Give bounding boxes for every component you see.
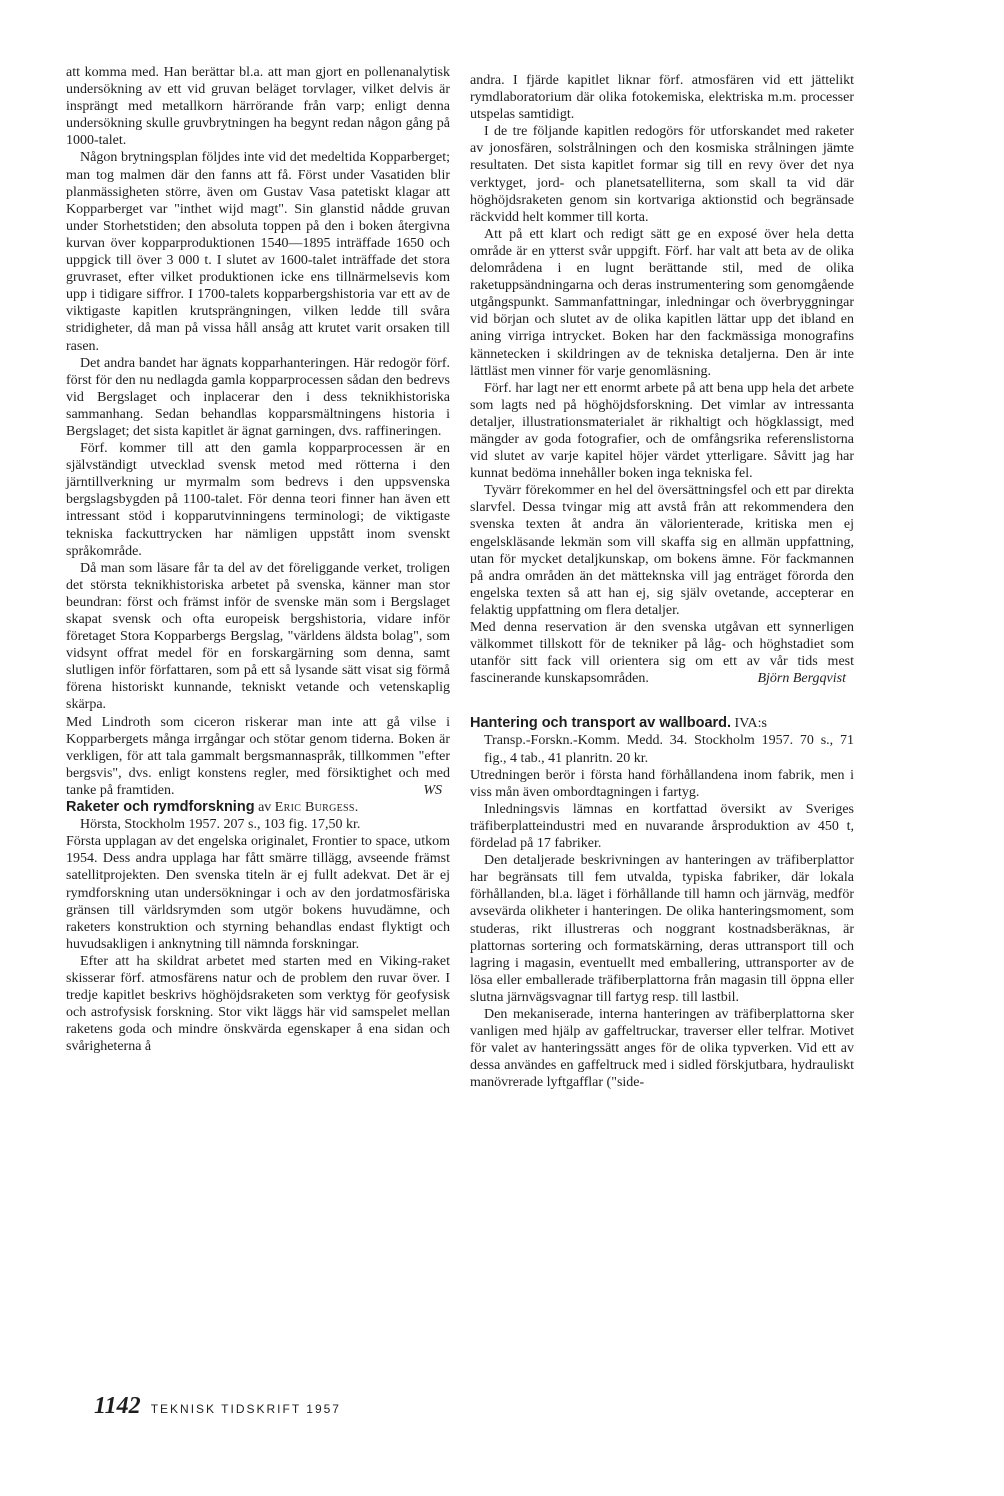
right-column xyxy=(470,72,854,1091)
review-publication: Hörsta, Stockholm 1957. 207 s., 103 fig. 17,50 kr. xyxy=(80,817,361,833)
paragraph: Utredningen berör i första hand förhållandena inom fabrik, men i viss mån även ombordtagningen i fartyg. xyxy=(470,767,854,800)
journal-name: TEKNISK TIDSKRIFT 1957 xyxy=(150,1402,341,1416)
paragraph: Första upplagan av det engelska originalet, Frontier to space, utkom 1954. Dess andra upplaga har fått smärre tillägg, avseende främst satellitprojekten. Den svenska titeln är ej fullt adekvat. Det är ej rymdforskning utan undersökningar i och av den jordatmosfäriska gränsen till världsrymden som utgör bokens huvudämne, och raketers konstruktion och styrning behandlas endast flyktigt och huvudsakligen i anknytning till nämnda forskningar. xyxy=(66,834,450,952)
reviewer-signature: WS xyxy=(423,782,442,798)
paragraph: I de tre följande kapitlen redogörs för utforskandet med raketer av jonosfären, solstrålningen och den kosmiska strålningen jämte resultaten. Det sista kapitlet formar sig till en revy över det nya verktyget, jord- och planetsatelliterna, som skall ta vid där höghöjdsraketen genom sin kortvariga aktionstid och begränsade räckvidd helt kommer till korta. xyxy=(470,124,854,225)
page-number: 1142 xyxy=(94,1393,141,1419)
paragraph-with-signature xyxy=(66,714,450,799)
paragraph: Inledningsvis lämnas en kortfattad översikt av Sveriges träfiberplatteindustri med en nuvarande årsproduktion av 450 t, fördelad på 17 fabriker. xyxy=(470,801,854,852)
review-by: av xyxy=(258,800,272,816)
paragraph: Då man som läsare får ta del av det föreliggande verket, troligen det största teknikhistoriska arbetet på svenska, känner man stor beundran: först och främst inför de svenske män som i Bergslaget skapat svensk och ofta europeisk bergshistoria, vidare inför företaget Stora Kopparbergs Bergslag, "världens äldsta bolag", som vidsynt offrat medel för en forskargärning som denna, samt slutligen inför författaren, som på ett så lysande sätt visat sig förmå förena historiskt kunnande, tekniskt vetande och vetenskaplig skärpa. xyxy=(66,560,450,713)
paragraph: att komma med. Han berättar bl.a. att man gjort en pollenanalytisk undersökning av ett vid gruvan beläget torvlager, vilket delvis är insprängt med metallkorn härrörande från varp; enligt denna undersökning skulle gruvbrytningen ha begynt redan någon gång på 1000-talet. xyxy=(66,65,450,149)
left-column xyxy=(66,64,450,1055)
review-heading xyxy=(470,715,854,766)
paragraph: Den mekaniserade, interna hanteringen av träfiberplattorna sker vanligen med hjälp av gaffeltruckar, traverser eller telfrar. Motivet för valet av hanteringssätt anges för de olika typverken. Vid ett av dessa användes en gaffeltruck med i sidled förskjutbara, hydrauliskt manövrerade lyftgafflar ("side- xyxy=(470,1006,854,1091)
review-heading xyxy=(66,799,450,833)
page-footer xyxy=(94,1393,341,1420)
paragraph: Den detaljerade beskrivningen av hanteringen av träfiberplattor har begränsats till fem utvalda, typiska fabriker, där lokala förhållanden, bl.a. läget i förhållande till hamn och järnväg, medför avsevärda olikheter i hanteringen. De olika hanteringsmoment, som studeras, rikt illustreras och noggrant kostnadsberäknas, är plattornas sortering och formatskärning, deras uttransport till och lagring i magasin, eventuellt med emballering, uttransporter av de lösa eller emballerade träfiberplattorna från magasin till öppna eller slutna järnvägsvagnar till fartyg resp. till lastbil. xyxy=(470,853,854,1005)
paragraph-text: Med Lindroth som ciceron riskerar man inte att gå vilse i Kopparbergets många irrgångar och stötar genom tiderna. Boken är verkligen, för att tala gammalt bergsmannaspråk, tillkommen "efter bergsvis", dvs. enligt konstens regler, med försiktighet och med tanke på framtiden. xyxy=(66,714,450,798)
paragraph: Det andra bandet har ägnats kopparhanteringen. Här redogör förf. först för den nu nedlagda gamla kopparprocessen sådan den bedrevs vid Bergslaget och inplacerar den i dess teknikhistoriska sammanhang. Sedan behandlas kopparsmältningens historia i Bergslaget; det sista kapitlet är ägnat garningen, dvs. raffineringen. xyxy=(66,355,450,439)
review-title: Raketer och rymdforskning xyxy=(66,799,255,816)
paragraph: Efter att ha skildrat arbetet med starten med en Viking-raket skisserar förf. atmosfärens natur och de problem den ruvar över. I tredje kapitlet beskrivs höghöjdsraketen som verktyg för geofysisk och astrofysisk forskning. Stor vikt läggs här vid samspelet mellan raketens goda och mindre önskvärda egenskaper å ena sidan och svårigheterna å xyxy=(66,953,450,1055)
paragraph-with-signature xyxy=(470,619,854,687)
paragraph: andra. I fjärde kapitlet liknar förf. atmosfären vid ett jättelikt rymdlaboratorium där olika fotokemiska, elektriska m.m. processer utspelas samtidigt. xyxy=(470,73,854,123)
review-publisher: IVA:s xyxy=(734,716,767,732)
paragraph: Förf. har lagt ner ett enormt arbete på att bena upp hela det arbete som lagts ned på höghöjdsforskning. Det vimlar av intressanta detaljer, illustrationsmaterialet är rikhaltigt och högklassigt, med mängder av goda fotografier, och de omfångsrika referenslistorna vid slutet av varje kapitel höjer värdet ytterligare. Såvitt jag har kunnat bedöma innehåller boken inga tekniska fel. xyxy=(470,380,854,482)
reviewer-signature: Björn Bergqvist xyxy=(757,671,846,687)
paragraph: Att på ett klart och redigt sätt ge en exposé över hela detta område är en ytterst svår uppgift. Förf. har valt att beta av de olika delområdena i en lugnt berättande stil, med de olika raketuppsändningarna och deras instrumentering som genomgående utgångspunkt. Sammanfattningar, inledningar och överbryggningar vid början och slutet av de olika kapitlen lättar upp det ibland en aning virriga intrycket. Boken har den fackmässiga monografins kännetecken i skildringen av de tekniska detaljerna. Den är inte lättläst men vinner för varje genomläsning. xyxy=(470,226,854,379)
paragraph: Tyvärr förekommer en hel del översättningsfel och ett par direkta slarvfel. Dessa tvingar mig att avstå från att rekommendera den svenska texten åt andra än välorienterade, kritiska men ej engelskläsande lekmän som vill skaffa sig en allmän uppfattning, utan för mycket detaljkunskap, om bokens ämne. För fackmannen på andra områden än det mätteknska vill jag enträget förorda den engelska texten så att han ej, sig själv ovetande, accepterar en felaktig uppfattning om flera detaljer. xyxy=(470,483,854,618)
review-author: Eric Burgess. xyxy=(274,800,359,816)
paragraph-text: Med denna reservation är den svenska utgåvan ett synnerligen välkommet tillskott för de tekniker på låg- och höghstadiet som utanför sitt fack vill orientera sig om ett av vår tids mest fascinerande kunskapsområden. xyxy=(470,620,854,687)
paragraph: Någon brytningsplan följdes inte vid det medeltida Kopparberget; man tog malmen där den fanns att få. Först under Vasatiden blir planmässigheten större, även om Gustav Vasa patetiskt klagar att Kopparberget var "inthet wijd magt". Sin glanstid nådde gruvan under Storhetstiden; den absoluta toppen på den i boken återgivna kurvan över kopparproduktionen 1540—1895 inträffade 1650 och uppgick till över 3 000 t. I slutet av 1600-talet inträffade det stora gruvraset, efter vilket produktionen icke ens tillnärmelsevis kom upp i tidigare siffror. I 1700-talets kopparbergshistoria var ett av de viktigaste kapitlen krutsprängningen, vilken ledde till svåra stridigheter, då man på vissa håll ansåg att krutet varit orsaken till rasen. xyxy=(66,150,450,354)
review-publication: Transp.-Forskn.-Komm. Medd. 34. Stockholm 1957. 70 s., 71 fig., 4 tab., 41 planritn. 20 kr. xyxy=(484,733,854,766)
review-title: Hantering och transport av wallboard. xyxy=(470,715,732,732)
paragraph: Förf. kommer till att den gamla kopparprocessen är en självständigt utvecklad svensk metod med rötterna i den järntillverkning ur myrmalm som bedrevs i den uppsvenska bergslagsbygden på 1100-talet. För denna teori finner han även ett intressant stöd i kopparutvinningens terminologi; de viktigaste tekniska fackuttrycken har nämligen uppstått inom svenskt språkområde. xyxy=(66,441,450,559)
